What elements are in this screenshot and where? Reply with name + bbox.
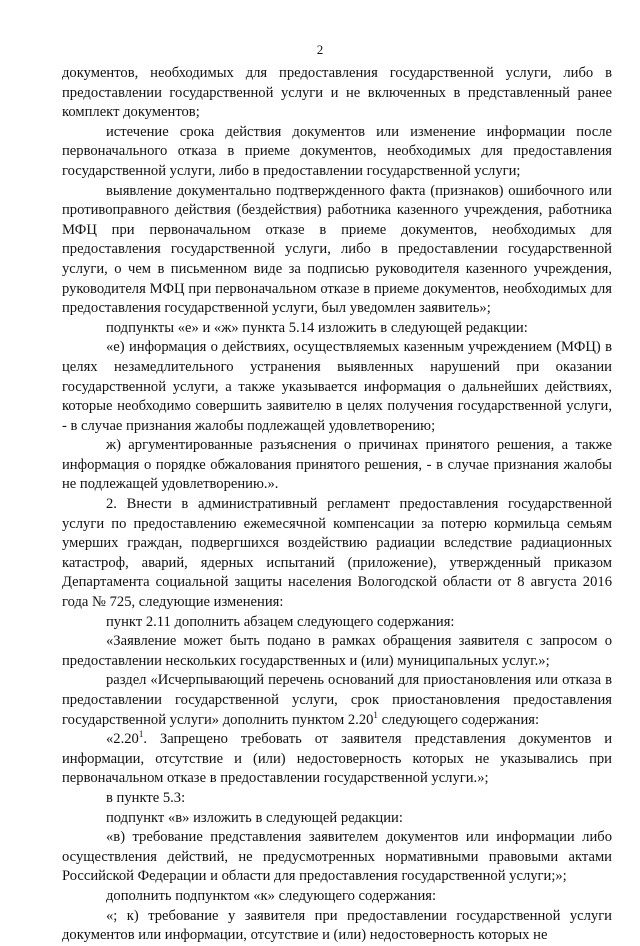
paragraph (62, 730, 612, 789)
paragraph: «в) требование представления заявителем документов или информации либо осуществления действий, не предусмотренных нормативными правовыми актами Российской Федерации и области для предоставления государственной услуги;»; (62, 829, 612, 885)
paragraph: пункт 2.11 дополнить абзацем следующего содержания: (106, 613, 455, 630)
paragraph: в пункте 5.3: (106, 789, 186, 806)
paragraph: подпункты «е» и «ж» пункта 5.14 изложить в следующей редакции: (106, 319, 528, 336)
paragraph: «Заявление может быть подано в рамках обращения заявителя с запросом о предоставлении нескольких государственных и (или) муниципальных услуг.»; (62, 633, 612, 669)
paragraph: дополнить подпунктом «к» следующего содержания: (106, 887, 437, 904)
paragraph (62, 671, 612, 730)
paragraph: «; к) требование у заявителя при предоставлении государственной услуги документов или информации, отсутствие и (или) недостоверность которых не (62, 907, 612, 944)
paragraph: выявление документально подтвержденного факта (признаков) ошибочного или противоправного действия (бездействия) работника казенного учреждения, работника МФЦ при первоначальном отказе в приеме документов, необходимых для предоставления государственной услуги, либо в предоставлении государственной услуги, о чем в письменном виде за подписью руководителя казенного учреждения, руководителя МФЦ при первоначальном отказе в приеме документов, необходимых для предоставления государственной услуги, был уведомлен заявитель»; (62, 182, 612, 317)
paragraph-text: . Запрещено требовать от заявителя представления документов и информации, отсутствие и (или) недостоверность которых не указывались при первоначальном отказе в предоставлении государственной услуги.»; (62, 731, 612, 787)
document-body (62, 64, 612, 946)
paragraph-text: раздел «Исчерпывающий перечень оснований для приостановления или отказа в предоставлении государственной услуги, срок приостановления предоставления государственной услуги» дополнить пунктом 2.20 (62, 672, 612, 728)
paragraph: «е) информация о действиях, осуществляемых казенным учреждением (МФЦ) в целях незамедлительного устранения выявленных нарушений при оказании государственной услуги, а также указывается информация о дальнейших действиях, которые необходимо совершить заявителю в целях получения государственной услуги, - в случае признания жалобы подлежащей удовлетворению; (62, 339, 612, 434)
paragraph: ж) аргументированные разъяснения о причинах принятого решения, а также информация о порядке обжалования принятого решения, - в случае признания жалобы не подлежащей удовлетворению.». (62, 437, 612, 493)
paragraph: подпункт «в» изложить в следующей редакции: (106, 809, 403, 826)
paragraph: истечение срока действия документов или изменение информации после первоначального отказа в приеме документов, необходимых для предоставления государственной услуги, либо в предоставлении государственной услуги; (62, 123, 612, 179)
superscript: 1 (138, 729, 144, 740)
paragraph-text: следующего содержания: (377, 711, 540, 728)
paragraph: документов, необходимых для предоставления государственной услуги, либо в предоставлении государственной услуги и не включенных в представленный ранее комплект документов; (62, 65, 612, 121)
page-number: 2 (316, 42, 324, 57)
superscript: 1 (373, 709, 378, 720)
paragraph-text: «2.20 (106, 731, 139, 748)
paragraph: 2. Внести в административный регламент предоставления государственной услуги по предоставлению ежемесячной компенсации за потерю кормильца семьям умерших граждан, подвергшихся воздействию радиации вследствие радиационных катастроф, аварий, ядерных испытаний (приложение), утвержденный приказом Департамента социальной защиты населения Вологодской области от 8 августа 2016 года № 725, следующие изменения: (62, 496, 612, 611)
